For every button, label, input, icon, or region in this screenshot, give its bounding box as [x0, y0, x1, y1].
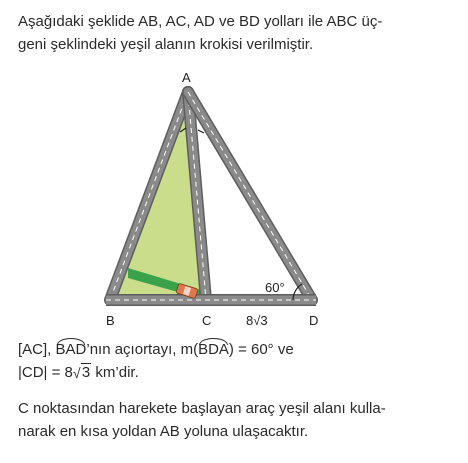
angle-label: 60°: [265, 280, 285, 295]
given-line-2: [18, 361, 458, 384]
given-text: ’nın açıortayı, m(: [86, 341, 199, 358]
angle-bad: BAD: [56, 338, 87, 361]
sqrt-radicand: 3: [81, 364, 91, 381]
intro-line-1: Aşağıdaki şeklide AB, AC, AD ve BD yolları ile ABC üç-: [18, 13, 383, 30]
given-text: [AC],: [18, 341, 56, 358]
segment-cd-label: 8√3: [246, 313, 268, 328]
label-d: D: [309, 313, 319, 328]
road-diagram: [0, 60, 468, 340]
question-line-2: narak en kısa yoldan AB yoluna ulaşacaktır.: [18, 423, 309, 440]
label-b: B: [106, 313, 115, 328]
question-line-1: C noktasından harekete başlayan araç yeşil alanı kulla-: [18, 400, 386, 417]
sqrt-expression: √ 3: [72, 364, 91, 381]
intro-text: [18, 10, 458, 56]
label-c: C: [202, 313, 212, 328]
angle-bda: BDA: [198, 338, 229, 361]
intro-line-2: geni şeklindeki yeşil alanın krokisi verilmiştir.: [18, 36, 314, 53]
given-text: |CD| = 8: [18, 364, 73, 381]
bisector-mark-right: [198, 130, 204, 133]
question-text: [18, 397, 458, 443]
given-text: ) = 60° ve: [228, 341, 294, 358]
given-line-1: [18, 338, 458, 361]
given-info: [18, 338, 458, 384]
label-a: A: [182, 70, 191, 85]
given-text: km’dir.: [91, 364, 139, 381]
